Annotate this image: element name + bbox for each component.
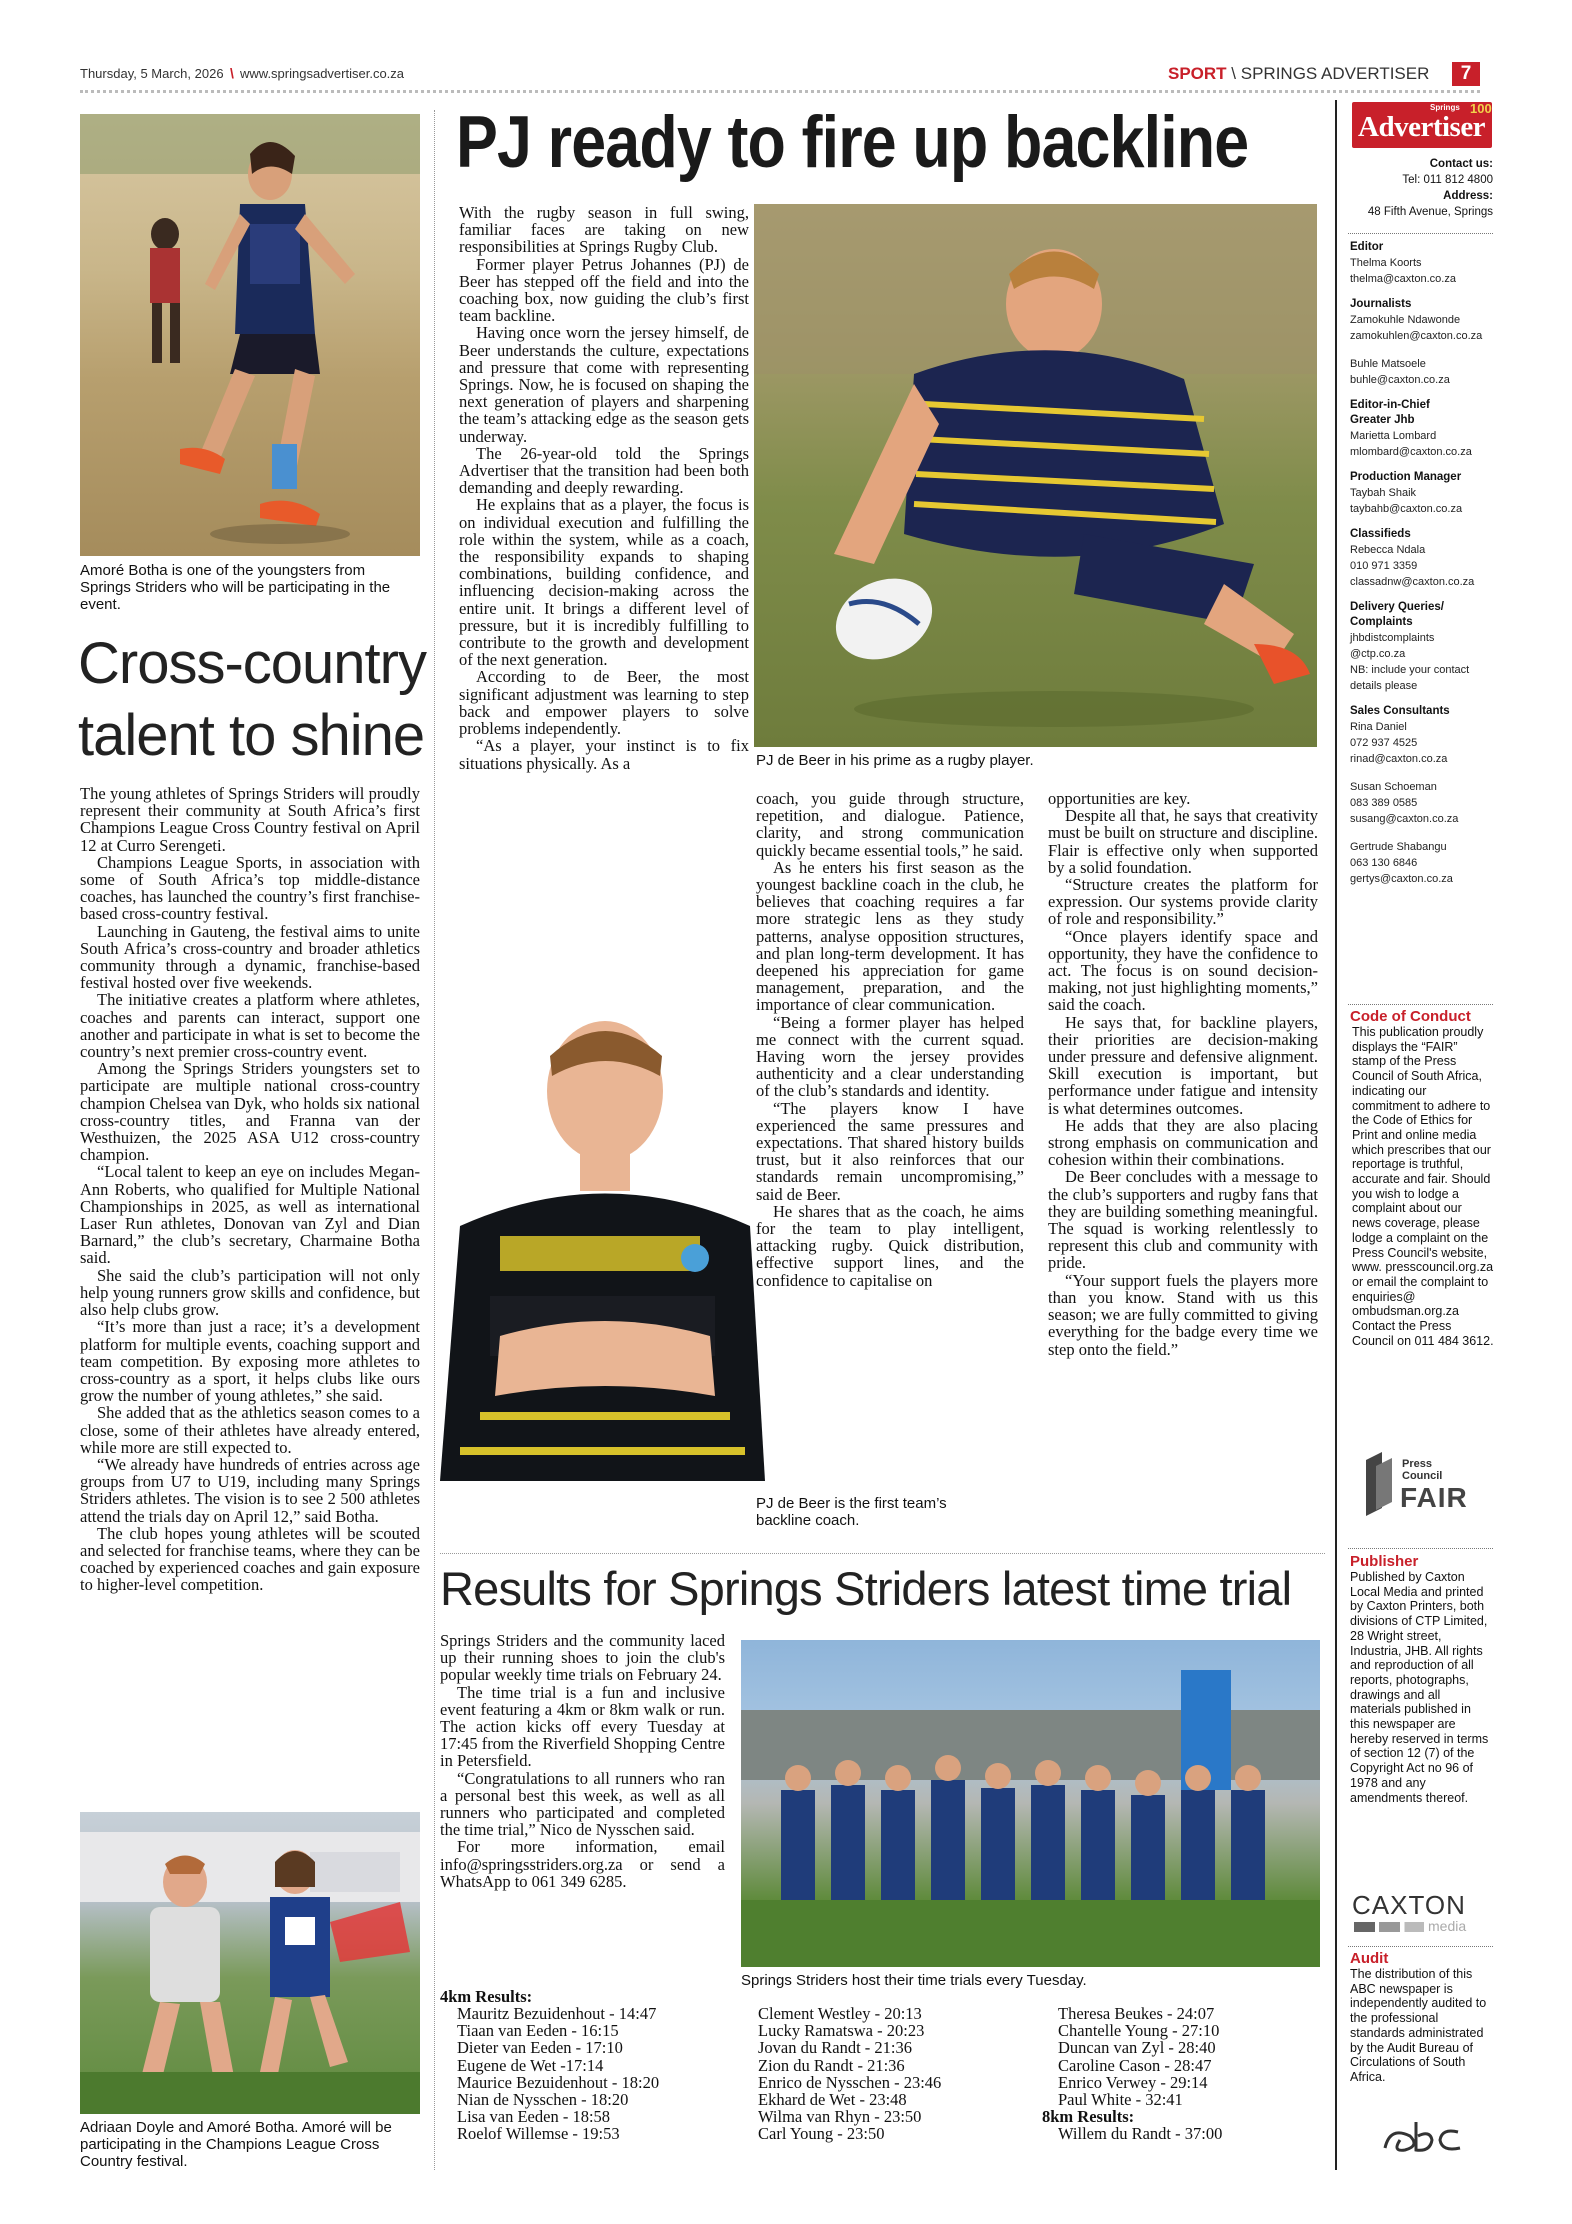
conduct-rule (1348, 1004, 1493, 1005)
staff-detail[interactable]: @ctp.co.za (1350, 648, 1406, 660)
paragraph: He explains that as a player, the focus is on individual execution and fulfilling the role within the system, while as a coach, the responsibility expands to shaping combinations, building confidence, and influencing decision-making across the entire unit. It brings a different level of pressure, but it is incredibly fulfilling to contribute to the growth and development of the next generation. (459, 495, 749, 670)
staff-detail: 063 130 6846 (1350, 857, 1418, 869)
staff-detail[interactable]: buhle@caxton.co.za (1350, 374, 1450, 386)
rugby-column-3 (1048, 790, 1318, 1358)
page-header (80, 64, 1480, 86)
paragraph: “It’s more than just a race; it’s a development platform for multiple events, coaching support and team competition. By exposing more athletes to cross-country as a sport, it helps clubs like ours grow the number of young athletes,” she said. (80, 1317, 420, 1406)
staff-role: Journalists (1350, 298, 1412, 310)
publisher-title: Publisher (1350, 1553, 1419, 1570)
two-runners-caption: Adriaan Doyle and Amoré Botha. Amoré will be participating in the Champions League Cross Country festival. (80, 2119, 392, 2170)
caxton-logo-sub: media (1428, 1918, 1467, 1934)
paragraph: According to de Beer, the most significant adjustment was learning to step back and empower players to solve problems independently. (459, 667, 749, 739)
paragraph: De Beer concludes with a message to the club’s supporters and rugby fans that they are building something meaningful. The squad is working relentlessly to represent this club and community with pride. (1048, 1167, 1318, 1273)
paragraph: “Once players identify space and opportunity, they have the confidence to act. The focus is on sound decision-making, not just highlighting moments,” said the coach. (1048, 926, 1318, 1015)
section-name: SPORT (1168, 64, 1227, 83)
staff-detail: Marietta Lombard (1350, 430, 1437, 442)
rugby-portrait-caption: PJ de Beer is the first team’s backline coach. (756, 1495, 947, 1529)
staff-detail (1350, 827, 1495, 839)
staff-detail: Susan Schoeman (1350, 781, 1437, 793)
paragraph: The time trial is a fun and inclusive event featuring a 4km or 8km walk or run. The action kicks off every Tuesday at 17:45 from the Riverfield Shopping Centre in Petersfield. (440, 1682, 725, 1771)
staff-block (1350, 240, 1495, 287)
group-illustration (741, 1640, 1320, 1967)
results-top-rule (440, 1553, 1325, 1554)
audit-text: The distribution of this ABC newspaper is independently audited to the professional standards administrated by the Audit Bureau of Circulations of South Africa. (1350, 1967, 1487, 2084)
caxton-logo (1352, 1890, 1492, 1938)
runner-photo (80, 114, 420, 556)
result-entry: Carl Young - 23:50 (758, 2124, 885, 2144)
results-4km-label: 4km Results: (440, 1987, 533, 2006)
paragraph: Champions League Sports, in association with some of South Africa’s top middle-distance coaches, has launched the country’s first franchise-based cross-country festival. (80, 852, 420, 924)
staff-detail: jhbdistcomplaints (1350, 632, 1435, 644)
rugby-action-illustration (754, 204, 1317, 747)
audit-title: Audit (1350, 1950, 1389, 1967)
cross-country-headline (78, 628, 428, 772)
result-entry: Eugene de Wet -17:14 (457, 2055, 604, 2075)
rugby-portrait-photo (440, 996, 765, 1481)
result-entry: Paul White - 32:41 (1058, 2090, 1183, 2110)
staff-detail[interactable]: classadnw@caxton.co.za (1350, 576, 1475, 588)
logo-main: Advertiser (1358, 111, 1486, 143)
paragraph: Former player Petrus Johannes (PJ) de Beer has stepped off the field and into the coaching box, now guiding the club’s first team backline. (459, 254, 749, 326)
paragraph: Having once worn the jersey himself, de Beer understands the culture, expectations and pressure that come with representing Springs. Now, he is focused on shaping the next generation of players and sharpening the team’s attacking edge as the season gets underway. (459, 323, 749, 446)
rugby-portrait-illustration (440, 996, 765, 1481)
code-of-conduct (1350, 1008, 1495, 1348)
two-runners-illustration (80, 1812, 420, 2114)
paragraph: She said the club’s participation will not only help young runners grow skills and confidence, but also help clubs grow. (80, 1265, 420, 1320)
result-entry: Duncan van Zyl - 28:40 (1058, 2038, 1216, 2058)
paragraph: “Local talent to keep an eye on includes Megan-Ann Roberts, who qualified for Multiple National Championships in 2025, as well as international Laser Run athletes, Donovan van Zyl and Dian Barnard,” the club’s secretary, Charmaine Botha said. (80, 1162, 420, 1268)
paragraph: “Structure creates the platform for expression. Our systems provide clarity of role and responsibility.” (1048, 875, 1318, 929)
staff-role: Classifieds (1350, 528, 1411, 540)
paragraph: “As a player, your instinct is to fix situations physically. As a (459, 736, 749, 773)
staff-detail: Rebecca Ndala (1350, 544, 1426, 556)
staff-detail[interactable]: rinad@caxton.co.za (1350, 753, 1448, 765)
runner-illustration (80, 114, 420, 556)
abc-logo-mark (1380, 2118, 1470, 2158)
results-column-2 (758, 2005, 1028, 2143)
paragraph: Among the Springs Striders youngsters set to participate are multiple national cross-country champion Chelsea van Dyk, who holds six national cross-country titles, and Franna van der Westhuizen, the 2025 ASA U12 cross-country champion. (80, 1059, 420, 1165)
group-photo-caption: Springs Striders host their time trials every Tuesday. (741, 1972, 1087, 1989)
headline-line-1: Cross-country (78, 631, 426, 696)
page-number: 7 (1460, 63, 1472, 84)
fair-badge (1362, 1452, 1482, 1522)
result-entry: Zion du Randt - 21:36 (758, 2055, 905, 2075)
paragraph: “Being a former player has helped me connect with the current squad. Having worn the jersey provides authenticity and a clear understanding of the club’s standards and identity. (756, 1012, 1024, 1101)
paragraph: He says that, for backline players, their priorities are decision-making under pressure and defensive alignment. Skill execution is important, but performance under fatigue and intensity is what determines outcomes. (1048, 1012, 1318, 1118)
results-body (440, 1632, 725, 1890)
staff-block (1350, 297, 1495, 388)
left-column-divider (434, 110, 435, 2170)
staff-detail: Thelma Koorts (1350, 257, 1422, 269)
section-label (1168, 64, 1429, 84)
staff-detail: details please (1350, 680, 1418, 692)
paragraph: She added that as the athletics season comes to a close, some of their athletes have already entered, while more are still expected to. (80, 1403, 420, 1457)
contact-block (1345, 156, 1493, 220)
staff-block (1350, 600, 1495, 694)
staff-detail[interactable]: zamokuhlen@caxton.co.za (1350, 330, 1483, 342)
staff-block (1350, 704, 1495, 887)
staff-detail: Buhle Matsoele (1350, 358, 1426, 370)
result-entry: Clement Westley - 20:13 (758, 2004, 922, 2023)
badge-line-1: Press (1402, 1458, 1432, 1470)
masthead-logo (1352, 102, 1492, 148)
staff-block (1350, 527, 1495, 590)
staff-detail (1350, 767, 1495, 779)
group-photo (741, 1640, 1320, 1967)
contact-rule (1348, 233, 1493, 234)
result-entry: Maurice Bezuidenhout - 18:20 (457, 2072, 660, 2092)
result-entry: Enrico de Nysschen - 23:46 (758, 2072, 942, 2092)
staff-list (1350, 240, 1495, 897)
paragraph: opportunities are key. (1048, 789, 1191, 808)
paragraph: The initiative creates a platform where athletes, coaches and parents can interact, support one another and participate in what is set to become the country’s next premier cross-country event. (80, 990, 420, 1062)
results-8km-label: 8km Results: (1042, 2107, 1135, 2126)
result-entry: Lisa van Eeden - 18:58 (457, 2107, 611, 2127)
result-entry: Willem du Randt - 37:00 (1058, 2124, 1223, 2143)
result-entry: Mauritz Bezuidenhout - 14:47 (457, 2004, 657, 2023)
paragraph: “Your support fuels the players more than you know. Stand with us this season; we are fully committed to giving everything for the badge every time we step onto the field.” (1048, 1270, 1318, 1359)
header-separator: \ (230, 65, 234, 81)
results-headline: Results for Springs Striders latest time trial (440, 1562, 1292, 1615)
paragraph: With the rugby season in full swing, familiar faces are taking on new responsibilities at Springs Rugby Club. (459, 203, 749, 257)
staff-role: Editor-in-Chief Greater Jhb (1350, 399, 1430, 426)
contact-label: Contact us: (1429, 158, 1493, 170)
publication-name: SPRINGS ADVERTISER (1240, 64, 1430, 83)
publisher-text: Published by Caxton Local Media and printed by Caxton Printers, both divisions of CTP Limited, 28 Wright street, Industria, JHB. All rights and reproduction of all reports, photographs, drawings and all materials published in this newspaper are hereby reserved in terms of section 12 (7) of the Copyright Act no 96 of 1978 and any amendments thereof. (1350, 1570, 1489, 1805)
rugby-column-2 (756, 790, 1024, 1289)
staff-detail: NB: include your contact (1350, 664, 1470, 676)
rugby-action-photo (754, 204, 1317, 747)
badge-line-2: Council (1402, 1470, 1443, 1482)
publisher-block (1350, 1553, 1495, 1805)
staff-detail: Gertrude Shabangu (1350, 841, 1447, 853)
paragraph: For more information, email info@springsstriders.org.za or send a WhatsApp to 061 349 6285. (440, 1837, 725, 1891)
staff-detail: 010 971 3359 (1350, 560, 1418, 572)
results-column-3 (1058, 2005, 1328, 2108)
paragraph: As he enters his first season as the youngest backline coach in the club, he believes that coaching requires a far more strategic lens as they study patterns, analyse opposition structures, and plan long-term development. It has deepened his appreciation for game management, preparation, and the importance of clear communication. (756, 857, 1024, 1015)
publisher-rule (1348, 1548, 1493, 1549)
paragraph: The club hopes young athletes will be scouted and selected for franchise teams, where they can be coached by experienced coaches and gain exposure to higher-level competition. (80, 1523, 420, 1595)
result-entry: Dieter van Eeden - 17:10 (457, 2038, 623, 2058)
two-runners-photo (80, 1812, 420, 2114)
paragraph: The 26-year-old told the Springs Advertiser that the transition had been both demanding and deeply rewarding. (459, 443, 749, 498)
caxton-logo-bars (1354, 1922, 1424, 1932)
page-number-badge (1452, 62, 1480, 86)
results-column-1 (457, 2005, 727, 2143)
conduct-title: Code of Conduct (1350, 1008, 1471, 1025)
paragraph: Springs Striders and the community laced up their running shoes to join the club's popular weekly time trials on February 24. (440, 1631, 725, 1685)
staff-detail: Taybah Shaik (1350, 487, 1417, 499)
cross-country-body (80, 785, 420, 1594)
section-separator: \ (1231, 64, 1241, 83)
staff-detail: 072 937 4525 (1350, 737, 1418, 749)
press-council-icon (1362, 1452, 1396, 1516)
abc-logo (1380, 2118, 1470, 2158)
issue-date: Thursday, 5 March, 2026 (80, 66, 224, 81)
audit-rule (1348, 1946, 1493, 1947)
paragraph: The young athletes of Springs Striders will proudly represent their community at South Africa’s first Champions League Cross Country festival on April 12 at Curro Serengeti. (80, 784, 420, 855)
staff-detail[interactable]: mlombard@caxton.co.za (1350, 446, 1472, 458)
staff-detail: 083 389 0585 (1350, 797, 1418, 809)
staff-block (1350, 470, 1495, 517)
rugby-column-1 (459, 204, 749, 772)
staff-detail[interactable]: thelma@caxton.co.za (1350, 273, 1456, 285)
sidebar-divider (1335, 100, 1337, 2170)
paragraph: He shares that as the coach, he aims for the team to play intelligent, attacking rugby. Quick distribution, effective support lines, and the confidence to capitalise on (756, 1201, 1024, 1290)
paragraph: “We already have hundreds of entries across age groups from U7 to U19, including many Springs Striders athletes. The vision is to see 2 500 athletes attend the trials day on April 12,” said Botha. (80, 1454, 420, 1526)
rugby-action-caption: PJ de Beer in his prime as a rugby player. (756, 752, 1034, 769)
staff-detail[interactable]: taybahb@caxton.co.za (1350, 503, 1463, 515)
badge-line-3: FAIR (1400, 1482, 1468, 1513)
result-entry: Nian de Nysschen - 18:20 (457, 2090, 629, 2110)
headline-line-2: talent to shine (78, 703, 425, 768)
staff-block (1350, 398, 1495, 460)
result-entry: Ekhard de Wet - 23:48 (758, 2090, 907, 2110)
results-8km-list (1058, 2125, 1328, 2142)
paragraph: Launching in Gauteng, the festival aims to unite South Africa’s cross-country and broader athletics community through a dynamic, franchise-based festival hosted over five weekends. (80, 921, 420, 993)
website-link[interactable]: www.springsadvertiser.co.za (240, 66, 405, 81)
rugby-headline: PJ ready to fire up backline (456, 102, 1249, 183)
contact-tel: Tel: 011 812 4800 (1402, 174, 1493, 186)
staff-detail (1350, 344, 1495, 356)
paragraph: coach, you guide through structure, repetition, and dialogue. Patience, clarity, and strong communication quickly became essential tools,” he said. (756, 789, 1024, 860)
staff-detail: Zamokuhle Ndawonde (1350, 314, 1461, 326)
staff-detail[interactable]: gertys@caxton.co.za (1350, 873, 1453, 885)
result-entry: Caroline Cason - 28:47 (1058, 2055, 1212, 2075)
header-rule (80, 90, 1480, 93)
staff-role: Production Manager (1350, 471, 1462, 483)
staff-role: Editor (1350, 241, 1384, 253)
paragraph: “The players know I have experienced the same pressures and expectations. That shared history builds trust, but it also reinforces that our standards remain uncompromising,” said de Beer. (756, 1098, 1024, 1204)
staff-detail[interactable]: susang@caxton.co.za (1350, 813, 1459, 825)
paragraph: He adds that they are also placing strong emphasis on communication and cohesion within their combinations. (1048, 1115, 1318, 1170)
runner-photo-caption: Amoré Botha is one of the youngsters from Springs Striders who will be participating in the event. (80, 562, 391, 613)
paragraph: “Congratulations to all runners who ran a personal best this week, as well as all runners who participated and completed the time trial,” Nico de Nysschen said. (440, 1768, 725, 1840)
address-value: 48 Fifth Avenue, Springs (1367, 206, 1493, 218)
result-entry: Lucky Ramatswa - 20:23 (758, 2021, 925, 2041)
conduct-text: This publication proudly displays the “FAIR” stamp of the Press Council of South Africa, indicating our commitment to adhere to the Code of Ethics for Print and online media which prescribes that our reportage is truthful, accurate and fair. Should you wish to lodge a complaint about our news coverage, please lodge a complaint on the Press Council's website, www. presscouncil.org.za or email the complaint to enquiries@ ombudsman.org.za Contact the Press Council on 011 484 3612. (1352, 1025, 1494, 1348)
staff-role: Sales Consultants (1350, 705, 1450, 717)
result-entry: Enrico Verwey - 29:14 (1058, 2072, 1208, 2092)
result-entry: Roelof Willemse - 19:53 (457, 2124, 620, 2144)
caxton-logo-text: CAXTON (1352, 1890, 1466, 1920)
audit-block (1350, 1950, 1495, 2085)
address-label: Address: (1443, 190, 1493, 202)
result-entry: Theresa Beukes - 24:07 (1058, 2004, 1215, 2023)
paragraph: Despite all that, he says that creativity must be built on structure and discipline. Flair is effective only when supported by a solid foundation. (1048, 806, 1318, 877)
result-entry: Tiaan van Eeden - 16:15 (457, 2021, 619, 2041)
result-entry: Wilma van Rhyn - 23:50 (758, 2107, 922, 2127)
logo-top: Springs (1430, 103, 1460, 112)
staff-role: Delivery Queries/ Complaints (1350, 601, 1444, 628)
result-entry: Jovan du Randt - 21:36 (758, 2038, 912, 2058)
staff-detail: Rina Daniel (1350, 721, 1407, 733)
result-entry: Chantelle Young - 27:10 (1058, 2021, 1220, 2041)
logo-badge: 100 (1470, 101, 1492, 116)
